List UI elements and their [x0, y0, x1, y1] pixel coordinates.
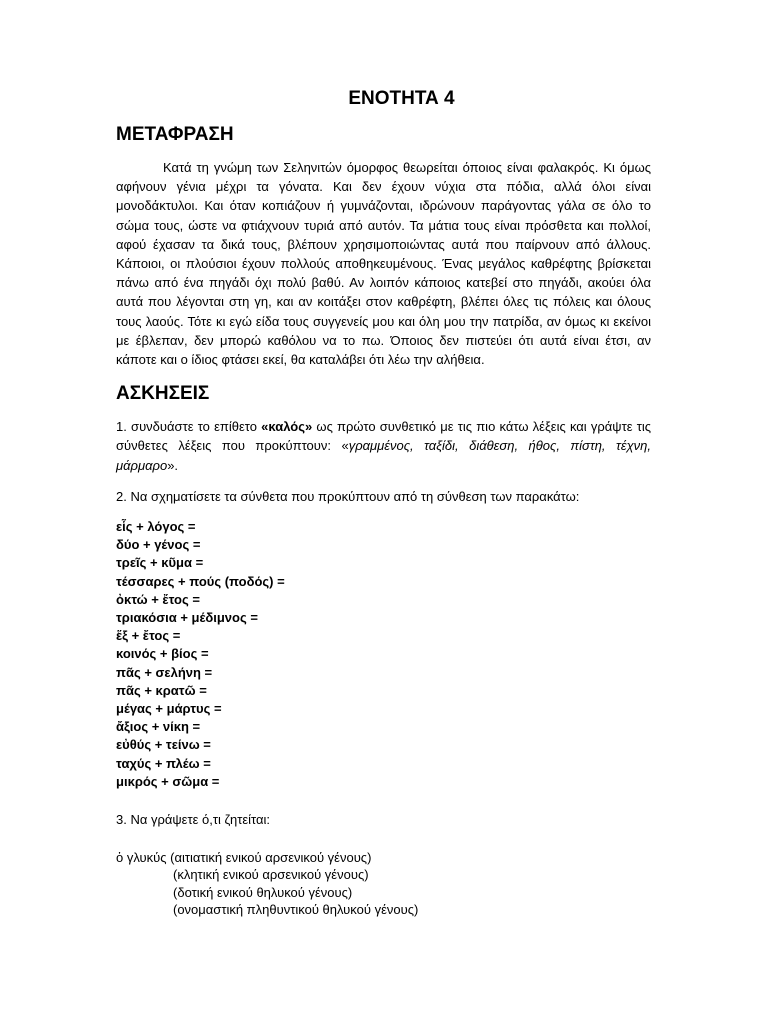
- compound-item: πᾶς + κρατῶ =: [116, 682, 207, 698]
- compound-item: μέγας + μάρτυς =: [116, 701, 222, 717]
- compound-item: εὐθύς + τείνω =: [116, 737, 211, 753]
- compound-item: τρεῖς + κῦμα =: [116, 555, 204, 571]
- exercise-2-prompt: 2. Να σχηματίσετε τα σύνθετα που προκύπτουν από τη σύνθεση των παρακάτω:: [116, 488, 580, 504]
- unit-title: ΕΝΟΤΗΤΑ 4: [348, 88, 455, 109]
- compound-item: μικρός + σῶμα =: [116, 773, 220, 789]
- compound-list: [116, 518, 651, 791]
- translation-paragraph: Κατά τη γνώμη των Σεληνιτών όμορφος θεωρείται όποιος είναι φαλακρός. Κι όμως αφήνουν γένια μέχρι τα γόνατα. Και δεν έχουν νύχια στα πόδια, αλλά όλοι είναι μονοδάκτυλοι. Και όταν κοπιάζουν ή γυμνάζονται, ιδρώνουν παράγοντας γάλα σε όλο το σώμα τους, ώστε να φτιάχνουν τυριά από αυτόν. Τα μάτια τους είναι πρόσθετα και πολλοί, αφού έχασαν τα δικά τους, βλέπουν χρησιμοποιώντας αυτά που παίρνουν από άλλους. Κάποιοι, οι πλούσιοι έχουν πολλούς αποθηκευμένους. Ένας μεγάλος καθρέφτης βρίσκεται πάνω από ένα πηγάδι όχι πολύ βαθύ. Αν λοιπόν κάποιος κατεβεί στο πηγάδι, ακούει όλα αυτά που λέγονται στη γη, και αν κοιτάξει στον καθρέφτη, βλέπει όλες τις πόλεις και όλους τους λαούς. Τότε κι εγώ είδα τους συγγενείς μου και όλη μου την πατρίδα, αν όμως κι εκείνοι με έβλεπαν, δεν μπορώ καθόλου να το πω. Όποιος δεν πιστεύει ότι αυτά είναι έτσι, αν κάποτε και ο ίδιος φτάσει εκεί, θα καταλάβει ότι λέω την αλήθεια.: [116, 160, 651, 368]
- translation-heading: ΜΕΤΑΦΡΑΣΗ: [116, 124, 234, 145]
- exercise-3-case: (αιτιατική ενικού αρσενικού γένους): [170, 849, 372, 865]
- compound-item: ταχύς + πλέω =: [116, 755, 211, 771]
- exercise-3-first-line: [116, 849, 651, 867]
- exercise-1-keyword: «καλός»: [261, 419, 313, 435]
- exercise-1-suffix: ».: [167, 457, 179, 473]
- exercise-3-case: (ονομαστική πληθυντικού θηλυκού γένους): [173, 902, 419, 918]
- exercise-1-prefix: 1. συνδυάστε το επίθετο: [116, 419, 262, 435]
- compound-item: κοινός + βίος =: [116, 646, 209, 662]
- exercises-heading: ΑΣΚΗΣΕΙΣ: [116, 383, 210, 405]
- exercise-3-prompt: 3. Να γράψετε ό,τι ζητείται:: [116, 812, 270, 828]
- compound-item: εἷς + λόγος =: [116, 519, 196, 535]
- compound-item: ἕξ + ἔτος =: [116, 628, 181, 644]
- compound-item: δύο + γένος =: [116, 537, 201, 553]
- exercise-1-middle: ως πρώτο συνθετικό με τις πιο κάτω λέξεις και γράψτε τις σύνθετες λέξεις που προκύπτουν: «: [116, 419, 651, 454]
- compound-item: τριακόσια + μέδιμνος =: [116, 610, 258, 626]
- exercise-3-case: (δοτική ενικού θηλυκού γένους): [173, 884, 353, 900]
- compound-item: πᾶς + σελήνη =: [116, 664, 213, 680]
- document-body: [116, 88, 651, 919]
- compound-item: ἄξιος + νίκη =: [116, 719, 201, 735]
- compound-item: τέσσαρες + πούς (ποδός) =: [116, 573, 285, 589]
- compound-item: ὀκτώ + ἔτος =: [116, 591, 200, 607]
- exercise-1: [116, 417, 651, 475]
- exercise-3-case: (κλητική ενικού αρσενικού γένους): [173, 867, 369, 883]
- exercise-3-word: ὁ γλυκύς: [116, 849, 167, 865]
- exercise-1-words: γραμμένος, ταξίδι, διάθεση, ήθος, πίστη, τέχνη, μάρμαρο: [116, 438, 651, 473]
